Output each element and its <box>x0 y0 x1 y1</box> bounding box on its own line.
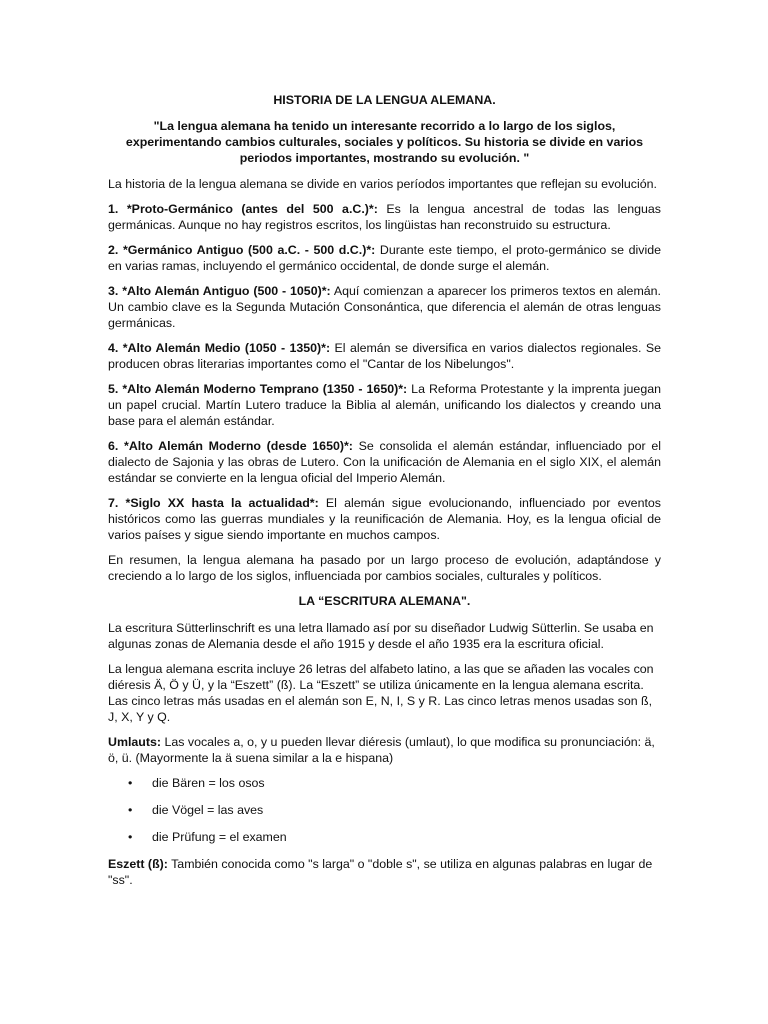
list-item-text: die Vögel = las aves <box>152 803 264 817</box>
list-item <box>108 829 661 845</box>
period-paragraph <box>108 242 661 274</box>
eszett-label: Eszett (ß): <box>108 857 168 871</box>
period-heading: 2. *Germánico Antiguo (500 a.C. - 500 d.C.)*: <box>108 243 376 257</box>
period-paragraph <box>108 438 661 486</box>
section-title: LA “ESCRITURA ALEMANA". <box>298 594 471 608</box>
umlauts-label: Umlauts: <box>108 735 162 749</box>
period-paragraph <box>108 495 661 543</box>
period-heading: 5. *Alto Alemán Moderno Temprano (1350 - 1650)*: <box>108 382 408 396</box>
period-paragraph <box>108 283 661 331</box>
document-title: HISTORIA DE LA LENGUA ALEMANA. <box>273 93 496 107</box>
eszett-paragraph <box>108 856 661 888</box>
period-text: El alemán sigue evolucionando, influenciado por eventos históricos como las guerras mundiales y la reunificación de Alemania. Hoy, es la lengua oficial de varios países y sigue siendo importante en muchos campos. <box>108 496 661 542</box>
period-paragraph <box>108 201 661 233</box>
period-text: Se consolida el alemán estándar, influenciado por el dialecto de Sajonia y las obras de Lutero. Con la unificación de Alemania en el siglo XIX, el alemán estándar se convierte en la lengua oficial del Imperio Alemán. <box>108 439 661 485</box>
list-item <box>108 802 661 818</box>
alphabet-paragraph: La lengua alemana escrita incluye 26 letras del alfabeto latino, a las que se añaden las vocales con diéresis Ä, Ö y Ü, y la “Eszett” (ß). La “Eszett” se utiliza únicamente en la lengua alemana escrita. Las cinco letras más usadas en el alemán son E, N, I, S y R. Las cinco letras menos usadas son ß, J, X, Y y Q. <box>108 662 654 724</box>
bullet-icon: • <box>128 803 133 817</box>
list-item <box>108 775 661 791</box>
period-text: Aquí comienzan a aparecer los primeros textos en alemán. Un cambio clave es la Segunda Mutación Consonántica, que diferencia el alemán de otras lenguas germánicas. <box>108 284 661 330</box>
umlauts-text: Las vocales a, o, y u pueden llevar diéresis (umlaut), lo que modifica su pronunciación: ä, ö, ü. (Mayormente la ä suena similar a la e hispana) <box>108 735 655 765</box>
period-heading: 7. *Siglo XX hasta la actualidad*: <box>108 496 319 510</box>
period-heading: 3. *Alto Alemán Antiguo (500 - 1050)*: <box>108 284 331 298</box>
period-text: Es la lengua ancestral de todas las lenguas germánicas. Aunque no hay registros escritos, los lingüistas han reconstruido su estructura. <box>108 202 661 232</box>
sutterlin-paragraph: La escritura Sütterlinschrift es una letra llamado así por su diseñador Ludwig Sütterlin. Se usaba en algunas zonas de Alemania desde el año 1915 y desde el año 1935 era la escritura oficial. <box>108 621 654 651</box>
summary-paragraph: En resumen, la lengua alemana ha pasado por un largo proceso de evolución, adaptándose y creciendo a lo largo de los siglos, influenciada por cambios sociales, culturales y políticos. <box>108 553 661 583</box>
period-text: La Reforma Protestante y la imprenta juegan un papel crucial. Martín Lutero traduce la Biblia al alemán, unificando los dialectos y creando una base para el alemán estándar. <box>108 382 661 428</box>
eszett-text: También conocida como "s larga" o "doble s", se utiliza en algunas palabras en lugar de "ss". <box>108 857 653 887</box>
intro-paragraph: La historia de la lengua alemana se divide en varios períodos importantes que reflejan su evolución. <box>108 177 657 191</box>
period-paragraph <box>108 340 661 372</box>
document-content <box>108 92 661 897</box>
umlauts-paragraph <box>108 734 661 766</box>
bullet-icon: • <box>128 776 133 790</box>
period-heading: 4. *Alto Alemán Medio (1050 - 1350)*: <box>108 341 331 355</box>
examples-list <box>108 775 661 845</box>
period-heading: 6. *Alto Alemán Moderno (desde 1650)*: <box>108 439 353 453</box>
period-text: El alemán se diversifica en varios dialectos regionales. Se producen obras literarias importantes como el "Cantar de los Nibelungos". <box>108 341 661 371</box>
period-paragraph <box>108 381 661 429</box>
period-text: Durante este tiempo, el proto-germánico se divide en varias ramas, incluyendo el germánico occidental, de donde surge el alemán. <box>108 243 661 273</box>
list-item-text: die Bären = los osos <box>152 776 265 790</box>
bullet-icon: • <box>128 830 133 844</box>
list-item-text: die Prüfung = el examen <box>152 830 287 844</box>
intro-quote: "La lengua alemana ha tenido un interesante recorrido a lo largo de los siglos, experimentando cambios culturales, sociales y políticos. Su historia se divide en varios periodos importantes, mostrando su evolución. " <box>125 119 644 165</box>
period-heading: 1. *Proto-Germánico (antes del 500 a.C.)*: <box>108 202 378 216</box>
